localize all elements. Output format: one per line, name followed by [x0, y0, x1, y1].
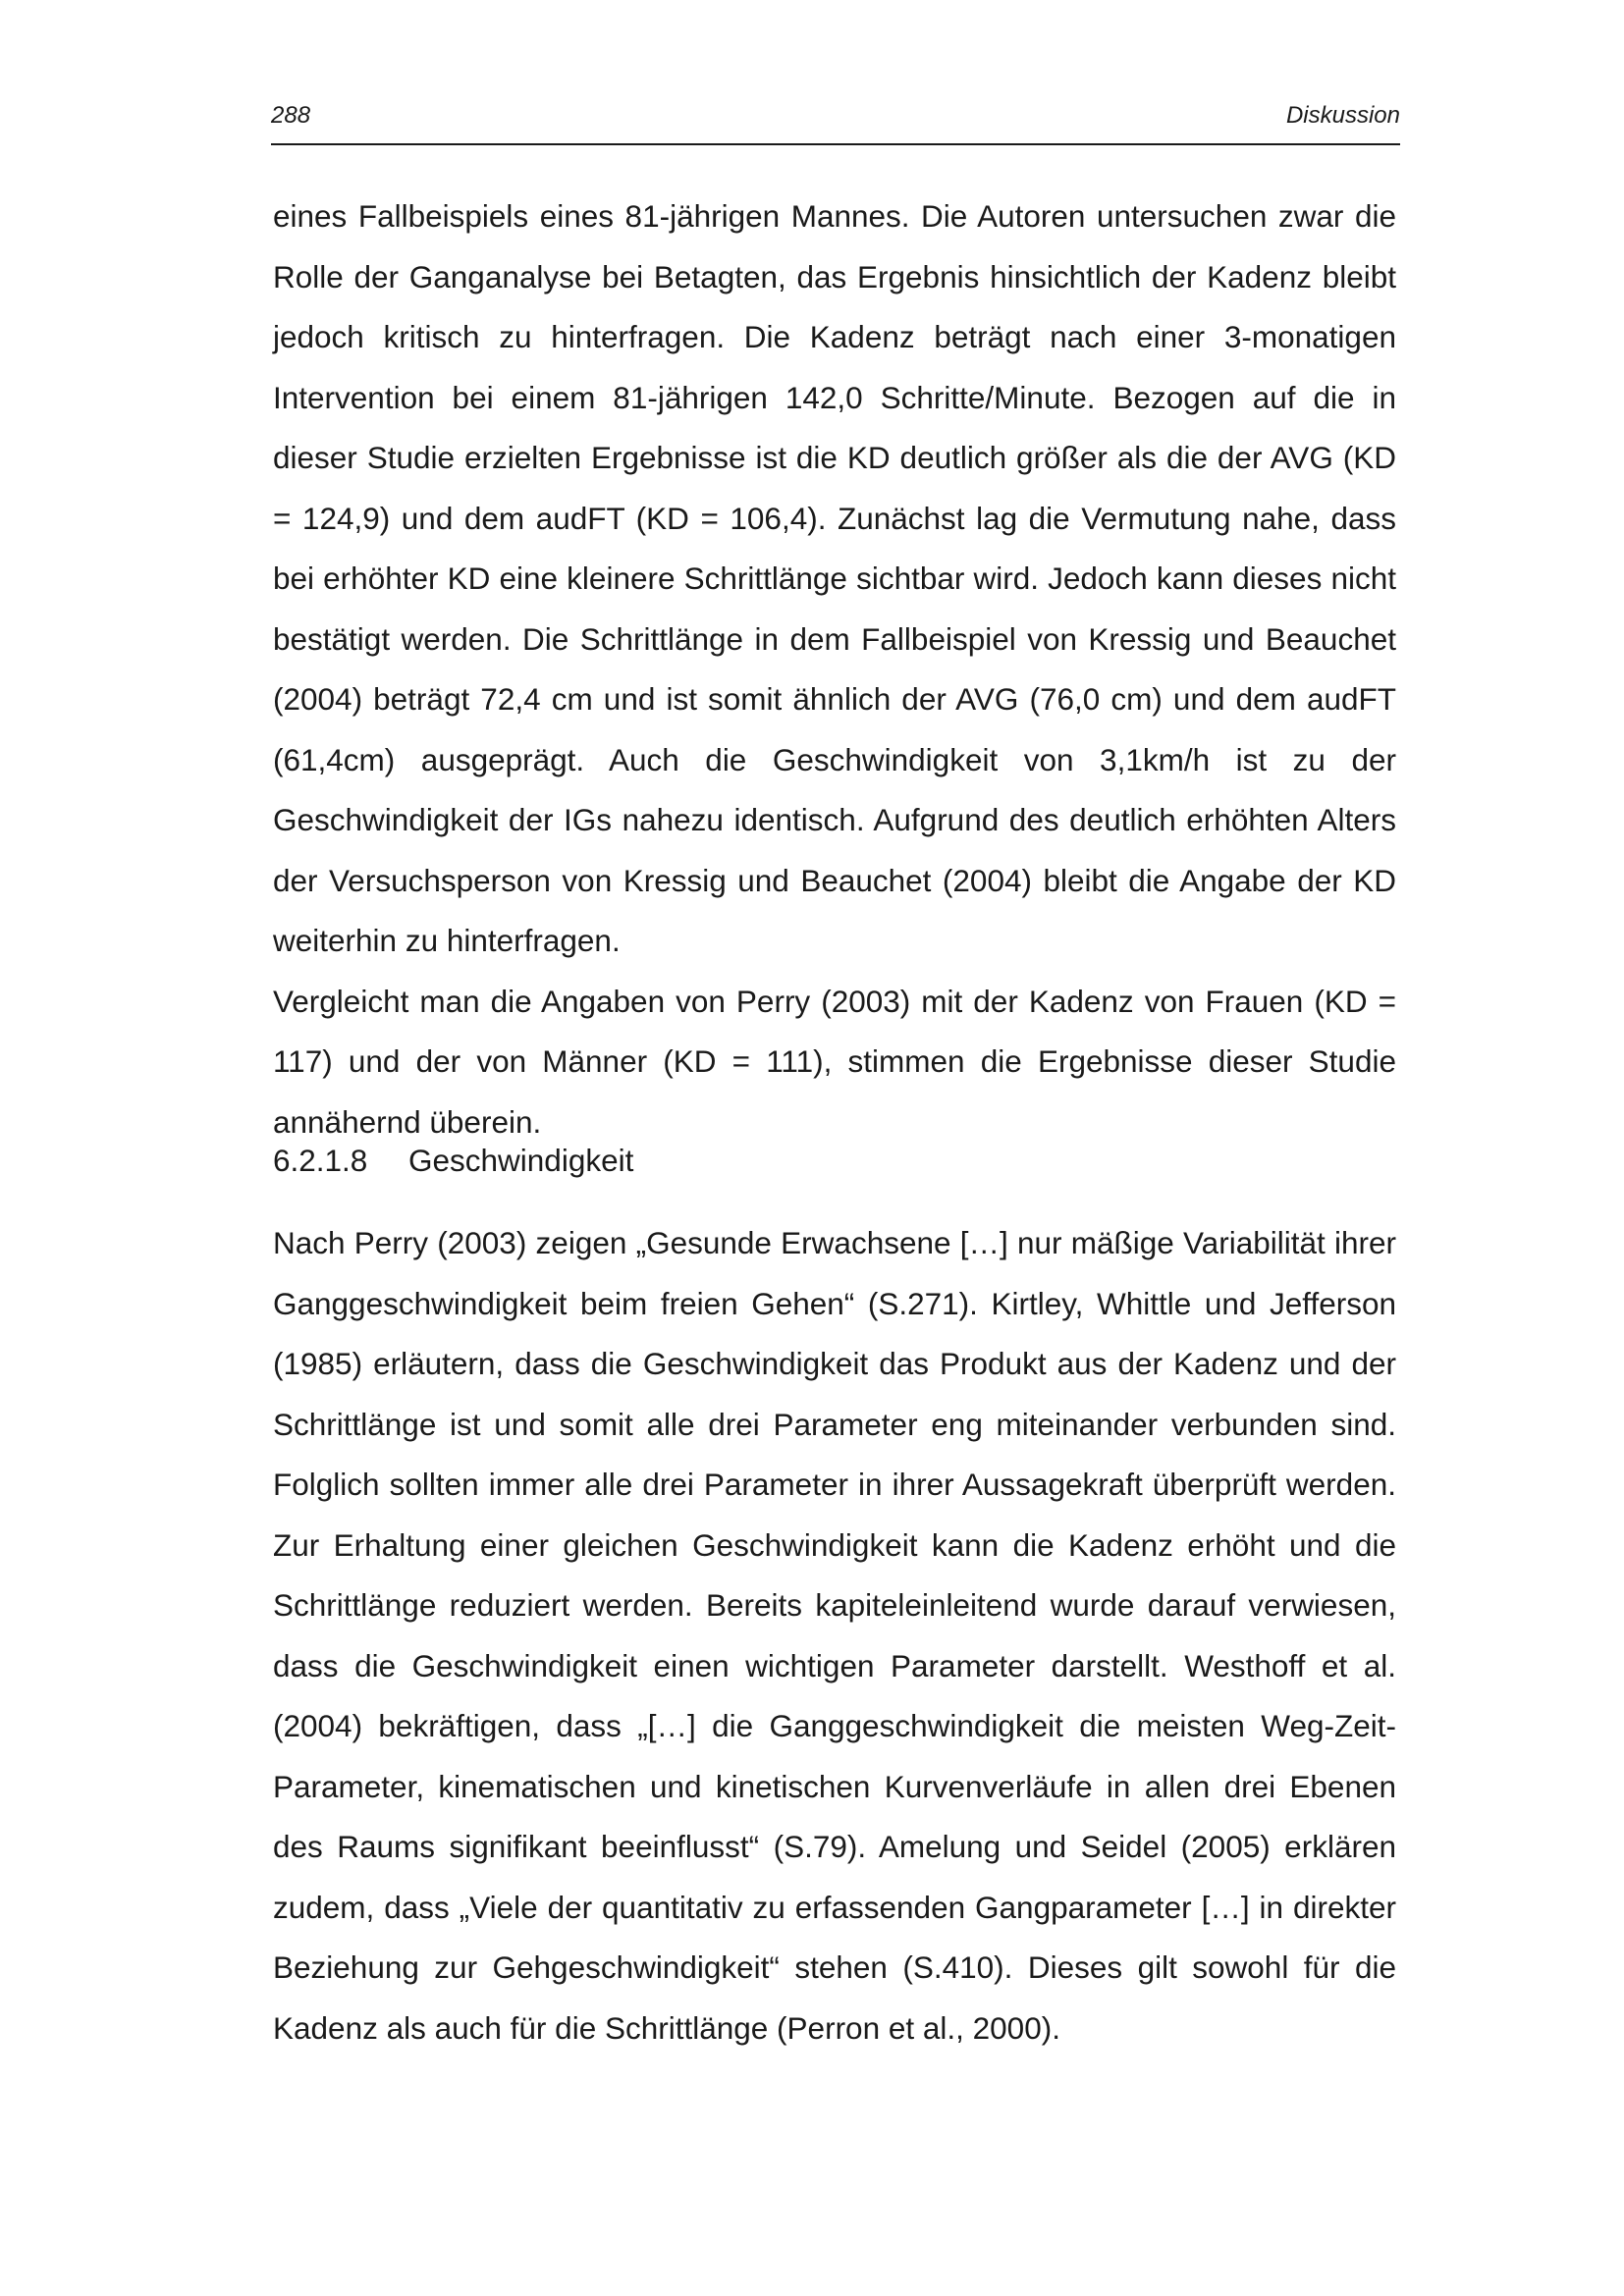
paragraph-kadenz-case: eines Fallbeispiels eines 81-jährigen Mannes. Die Autoren untersuchen zwar die Rolle der Ganganalyse bei Betagten, das Ergebnis hinsichtlich der Kadenz bleibt jedoch kritisch zu hinterfragen. Die Kadenz beträgt nach einer 3-monatigen Intervention bei einem 81-jährigen 142,0 Schritte/Minute. Bezogen auf die in dieser Studie erzielten Ergebnisse ist die KD deutlich größer als die der AVG (KD = 124,9) und dem audFT (KD = 106,4). Zunächst lag die Vermutung nahe, dass bei erhöhter KD eine kleinere Schrittlänge sichtbar wird. Jedoch kann dieses nicht bestätigt werden. Die Schrittlänge in dem Fallbeispiel von Kressig und Beauchet (2004) beträgt 72,4 cm und ist somit ähnlich der AVG (76,0 cm) und dem audFT (61,4cm) ausgeprägt. Auch die Geschwindigkeit von 3,1km/h ist zu der Geschwindigkeit der IGs nahezu identisch. Aufgrund des deutlich erhöhten Alters der Versuchsperson von Kressig und Beauchet (2004) bleibt die Angabe der KD weiterhin zu hinterfragen. — [273, 198, 1396, 958]
section-heading — [273, 1131, 633, 1192]
section-number: 6.2.1.8 — [273, 1143, 368, 1178]
section-body — [273, 1213, 1396, 2058]
paragraph-geschwindigkeit: Nach Perry (2003) zeigen „Gesunde Erwachsene […] nur mäßige Variabilität ihrer Ganggeschwindigkeit beim freien Gehen“ (S.271). Kirtley, Whittle und Jefferson (1985) erläutern, dass die Geschwindigkeit das Produkt aus der Kadenz und der Schrittlänge ist und somit alle drei Parameter eng miteinander verbunden sind. Folglich sollten immer alle drei Parameter in ihrer Aussagekraft überprüft werden. Zur Erhaltung einer gleichen Geschwindigkeit kann die Kadenz erhöht und die Schrittlänge reduziert werden. Bereits kapiteleinleitend wurde darauf verwiesen, dass die Geschwindigkeit einen wichtigen Parameter darstellt. Westhoff et al. (2004) bekräftigen, dass „[…] die Ganggeschwindigkeit die meisten Weg-Zeit-Parameter, kinematischen und kinetischen Kurvenverläufe in allen drei Ebenen des Raums signifikant beeinflusst“ (S.79). Amelung und Seidel (2005) erklären zudem, dass „Viele der quantitativ zu erfassenden Gangparameter […] in direkter Beziehung zur Gehgeschwindigkeit“ stehen (S.410). Dieses gilt sowohl für die Kadenz als auch für die Schrittlänge (Perron et al., 2000). — [273, 1225, 1396, 2046]
running-title: Diskussion — [1285, 102, 1400, 129]
paragraph-perry-comparison: Vergleicht man die Angaben von Perry (2003) mit der Kadenz von Frauen (KD = 117) und der von Männer (KD = 111), stimmen die Ergebnisse dieser Studie annähernd überein. — [273, 983, 1396, 1140]
page-number: 288 — [271, 102, 311, 129]
page-header — [271, 98, 1400, 145]
body-text — [273, 187, 1396, 1152]
section-title: Geschwindigkeit — [408, 1143, 634, 1178]
